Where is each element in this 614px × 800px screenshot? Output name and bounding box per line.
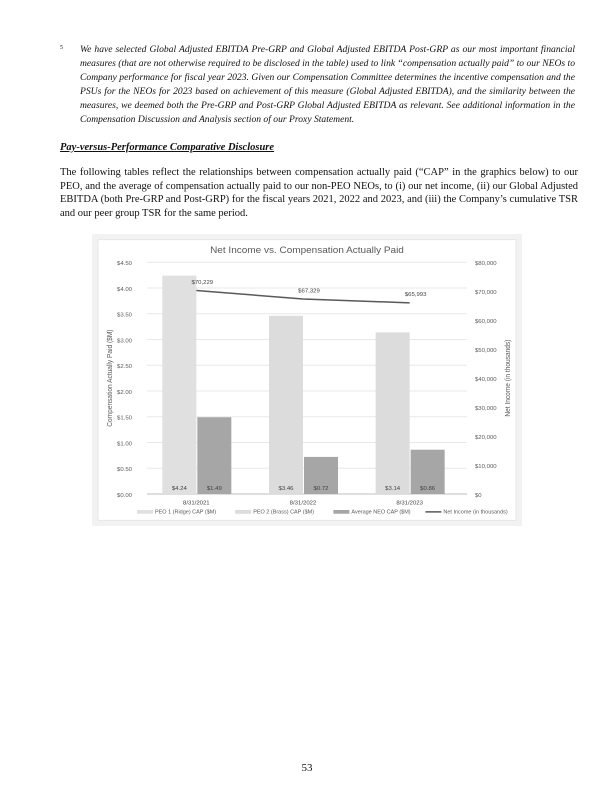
legend-swatch: [333, 510, 349, 514]
x-tick-label: 8/31/2021: [183, 500, 210, 507]
y2-tick-label: $10,000: [475, 463, 497, 470]
y2-tick-label: $80,000: [475, 261, 497, 268]
chart: [92, 234, 522, 526]
bar: [376, 332, 410, 494]
legend-label: Net Income (in thousands): [443, 509, 508, 516]
y-axis-label: Compensation Actually Paid ($M): [106, 329, 115, 427]
y2-tick-label: $30,000: [475, 406, 497, 412]
y2-tick-label: $20,000: [475, 434, 497, 441]
y2-tick-label: $60,000: [475, 319, 497, 325]
y-tick-label: $2.50: [117, 364, 132, 371]
y-tick-label: $1.50: [117, 415, 132, 422]
legend-label: PEO 2 (Brass) CAP ($M): [253, 509, 315, 516]
y-tick-label: $4.50: [117, 261, 132, 268]
x-tick-label: 8/31/2022: [289, 500, 317, 507]
bar: [197, 417, 231, 494]
y2-tick-label: $50,000: [475, 348, 497, 354]
y2-tick-label: $70,000: [475, 290, 497, 296]
chart-title: Net Income vs. Compensation Actually Paid: [210, 245, 404, 256]
bar-data-label: $0.72: [313, 486, 329, 493]
bar: [269, 316, 303, 494]
bar: [162, 276, 196, 494]
y-tick-label: $2.00: [117, 389, 132, 396]
bar-data-label: $3.14: [385, 486, 401, 493]
section-heading: Pay-versus-Performance Comparative Disclosure: [60, 142, 275, 153]
x-tick-label: 8/31/2023: [396, 500, 423, 507]
page-number: 53: [301, 762, 313, 774]
chart-container: [92, 234, 522, 526]
footnote: [60, 43, 575, 127]
y-tick-label: $0.50: [117, 467, 132, 473]
legend-label: PEO 1 (Ridge) CAP ($M): [155, 509, 217, 516]
bar-data-label: $3.46: [278, 486, 294, 493]
legend-label: Average NEO CAP ($M): [351, 509, 411, 516]
y-tick-label: $3.50: [117, 312, 132, 319]
footnote-text: We have selected Global Adjusted EBITDA Pre-GRP and Global Adjusted EBITDA Post-GRP as our most important financial measures (that are not otherwise required to be disclosed in the table) used to link “compensation actually paid” to our NEOs to Company performance for fiscal year 2023. Given our Compensation Committee determines the incentive compensation and the PSUs for the NEOs for 2023 based on achievement of this measure (Global Adjusted EBITDA), and the similarity between the measures, we deemed both the Pre-GRP and Post-GRP Global Adjusted EBITDA as relevant. See additional information in the Compensation Discussion and Analysis section of our Proxy Statement.: [80, 44, 576, 125]
y2-tick-label: $0: [475, 492, 482, 499]
y2-tick-label: $40,000: [475, 377, 497, 383]
y-tick-label: $0.00: [117, 492, 132, 499]
y2-axis-label: Net Income (in thousands): [504, 339, 513, 417]
line-data-label: $67,329: [298, 288, 320, 295]
line-data-label: $70,229: [191, 280, 214, 286]
body-paragraph: The following tables reflect the relationships between compensation actually paid (“CAP” in the graphics below) to our PEO, and the average of compensation actually paid to our non-PEO NEOs, to (i) our net income, (ii) our Global Adjusted EBITDA (both Pre-GRP and Post-GRP) for the fiscal years 2021, 2022 and 2023, and (iii) the Company’s cumulative TSR and our peer group TSR for the same period.: [60, 167, 578, 219]
y-tick-label: $3.00: [117, 338, 132, 345]
y-tick-label: $4.00: [117, 286, 132, 293]
bar-data-label: $4.24: [171, 486, 187, 493]
line-data-label: $65,993: [404, 292, 427, 299]
footnote-marker: 5: [60, 45, 63, 51]
bar-data-label: $1.49: [206, 486, 222, 493]
bar-data-label: $0.86: [420, 486, 436, 493]
legend-swatch: [137, 510, 153, 514]
legend-swatch: [235, 510, 251, 514]
y-tick-label: $1.00: [117, 441, 132, 448]
